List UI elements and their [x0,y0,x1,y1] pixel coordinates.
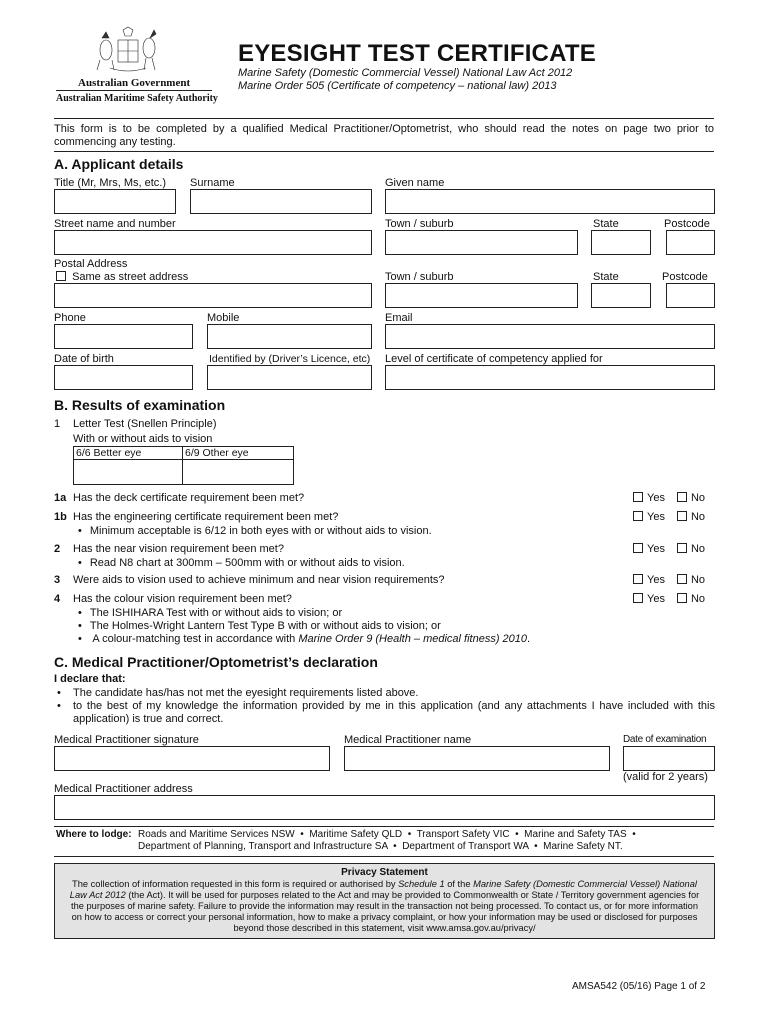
postal-town-label: Town / suburb [385,271,454,283]
lodge-label: Where to lodge: [56,829,132,840]
q4-no-label: No [690,593,706,605]
other-eye-value-field[interactable] [183,460,293,484]
title-field[interactable] [54,189,176,214]
q2-no-checkbox[interactable] [677,543,687,553]
q4-text: Has the colour vision requirement been met? [73,593,292,605]
q4-options [633,593,717,605]
q4-bullet3-pre: A colour-matching test in accordance with [92,633,299,645]
form-subtitle-order: Marine Order 505 (Certificate of competency – national law) 2013 [238,80,557,92]
section-c-heading: C. Medical Practitioner/Optometrist’s declaration [54,654,378,670]
q1-text: Letter Test (Snellen Principle) [73,418,217,430]
q4-yes-label: Yes [647,593,665,605]
q4-number: 4 [54,593,61,605]
q1b-yes-checkbox[interactable] [633,511,643,521]
section-a-heading: A. Applicant details [54,156,184,172]
privacy-body [65,879,704,934]
privacy-statement [54,863,715,939]
privacy-text-3: (the Act). It will be used for purposes related to the Act and may be provided to Commonwealth or State / Territory government agencies for the purposes of marine safety. Failure to provide the information may result in the transaction not being processed. To contact us, or for more information on how to access or correct your personal information, how to make a privacy complaint, or how your information may be used or disclosed for purposes beyond those described in this statement, visit www.amsa.gov.au/privacy/ [71,890,700,933]
authority-name: Australian Maritime Safety Authority [56,93,218,104]
postal-state-field[interactable] [591,283,651,308]
header-divider [56,90,212,91]
postal-address-label: Postal Address [54,258,128,270]
same-as-street-label: Same as street address [72,271,189,283]
q4-bullet3-post: . [527,633,531,645]
q2-options [633,543,717,555]
postal-state-label: State [593,271,619,283]
q1-number: 1 [54,418,61,430]
dob-label: Date of birth [54,353,114,365]
same-as-street-checkbox[interactable] [56,271,66,281]
declaration-bullet-2-text: to the best of my knowledge the information provided by me in this application (and any attachments I have included with this application) is true and correct. [73,700,715,725]
form-subtitle-act: Marine Safety (Domestic Commercial Vessel) National Law Act 2012 [238,67,573,79]
q1b-no-checkbox[interactable] [677,511,687,521]
q3-options [633,574,717,586]
footer-page-info: AMSA542 (05/16) Page 1 of 2 [572,981,706,992]
lodge-bottom-rule [54,856,714,857]
q1b-text: Has the engineering certificate requirement been met? [73,511,339,523]
signature-label: Medical Practitioner signature [54,734,199,746]
q1a-yes-checkbox[interactable] [633,492,643,502]
town-label: Town / suburb [385,218,454,230]
q1b-yes-label: Yes [647,511,665,523]
q1a-number: 1a [54,492,67,504]
privacy-text-2: of the [444,879,474,889]
practitioner-name-field[interactable] [344,746,610,771]
same-as-street-option[interactable] [56,271,188,283]
privacy-act-name: Marine Safety (Domestic Commercial Vessel) National Law Act 2012 [69,879,697,900]
postcode-label: Postcode [664,218,710,230]
level-field[interactable] [385,365,715,390]
top-rule [54,118,714,119]
phone-label: Phone [54,312,86,324]
intro-rule [54,151,714,152]
better-eye-value-field[interactable] [74,460,183,484]
address-label: Medical Practitioner address [54,783,193,795]
given-name-label: Given name [385,177,445,189]
q3-yes-checkbox[interactable] [633,574,643,584]
privacy-schedule: Schedule 1 [398,879,445,889]
q3-no-label: No [690,574,706,586]
surname-field[interactable] [190,189,372,214]
q1b-options [633,511,717,523]
postal-postcode-field[interactable] [666,283,715,308]
declaration-bullet-2: • to the best of my knowledge the information provided by me in this application (and any attachments I have included with this application) is true and correct. [57,700,715,725]
q1a-options [633,492,717,504]
signature-field[interactable] [54,746,330,771]
q1-subtext: With or without aids to vision [73,433,213,445]
q1a-text: Has the deck certificate requirement been met? [73,492,305,504]
q2-text: Has the near vision requirement been met? [73,543,284,555]
other-eye-header: 6/9 Other eye [183,447,293,460]
postcode-field[interactable] [666,230,715,255]
q2-yes-label: Yes [647,543,665,555]
street-label: Street name and number [54,218,176,230]
q2-no-label: No [690,543,706,555]
q4-yes-checkbox[interactable] [633,593,643,603]
q3-yes-label: Yes [647,574,665,586]
phone-field[interactable] [54,324,193,349]
lodge-rule [54,826,714,827]
q3-no-checkbox[interactable] [677,574,687,584]
postal-town-field[interactable] [385,283,578,308]
town-field[interactable] [385,230,578,255]
q1a-no-label: No [690,492,706,504]
form-title: EYESIGHT TEST CERTIFICATE [238,40,596,67]
q2-bullet: • Read N8 chart at 300mm – 500mm with or without aids to vision. [78,557,405,569]
lodge-line-2: Department of Planning, Transport and Infrastructure SA • Department of Transport WA • Marine Safety NT. [138,841,623,852]
government-name: Australian Government [78,77,191,89]
intro-text: This form is to be completed by a qualified Medical Practitioner/Optometrist, who should read the notes on page two prior to commencing any testing. [54,123,714,148]
surname-label: Surname [190,177,235,189]
title-label: Title (Mr, Mrs, Ms, etc.) [54,177,167,189]
privacy-title: Privacy Statement [341,867,428,878]
privacy-text-1: The collection of information requested in this form is required or authorised by [72,879,399,889]
mobile-label: Mobile [207,312,240,324]
q4-bullet-lantern: • The Holmes-Wright Lantern Test Type B with or without aids to vision; or [78,620,441,632]
q1b-bullet: • Minimum acceptable is 6/12 in both eyes with or without aids to vision. [78,525,432,537]
q1b-number: 1b [54,511,67,523]
coat-of-arms-logo [92,26,164,76]
exam-date-field[interactable] [623,746,715,771]
exam-date-label: Date of examination [623,734,707,745]
q4-bullet-colour-matching [78,633,530,645]
q3-text: Were aids to vision used to achieve minimum and near vision requirements? [73,574,445,586]
q1a-no-checkbox[interactable] [677,492,687,502]
address-field[interactable] [54,795,715,820]
identified-by-field[interactable] [207,365,372,390]
letter-test-table [73,446,294,485]
state-label: State [593,218,619,230]
lodge-line-1: Roads and Maritime Services NSW • Maritime Safety QLD • Transport Safety VIC • Marine and Safety TAS • [138,829,636,840]
postal-address-field[interactable] [54,283,372,308]
declare-heading: I declare that: [54,673,126,685]
better-eye-header: 6/6 Better eye [74,447,183,460]
section-b-heading: B. Results of examination [54,397,226,413]
q3-number: 3 [54,574,61,586]
state-field[interactable] [591,230,651,255]
q4-no-checkbox[interactable] [677,593,687,603]
email-field[interactable] [385,324,715,349]
street-field[interactable] [54,230,372,255]
declaration-bullet-1-text: The candidate has/has not met the eyesight requirements listed above. [73,687,419,699]
q2-yes-checkbox[interactable] [633,543,643,553]
q1b-no-label: No [690,511,706,523]
q2-number: 2 [54,543,61,555]
valid-note: (valid for 2 years) [623,771,708,783]
q4-bullet-ishihara: • The ISHIHARA Test with or without aids to vision; or [78,607,342,619]
q1a-yes-label: Yes [647,492,665,504]
level-label: Level of certificate of competency applied for [385,353,603,365]
identified-by-label: Identified by (Driver’s Licence, etc) [209,353,371,365]
email-label: Email [385,312,413,324]
dob-field[interactable] [54,365,193,390]
given-name-field[interactable] [385,189,715,214]
practitioner-name-label: Medical Practitioner name [344,734,472,746]
q4-bullet3-order: Marine Order 9 (Health – medical fitness) 2010 [298,633,528,645]
postal-postcode-label: Postcode [662,271,708,283]
declaration-bullet-1: • The candidate has/has not met the eyesight requirements listed above. [57,687,715,699]
mobile-field[interactable] [207,324,372,349]
